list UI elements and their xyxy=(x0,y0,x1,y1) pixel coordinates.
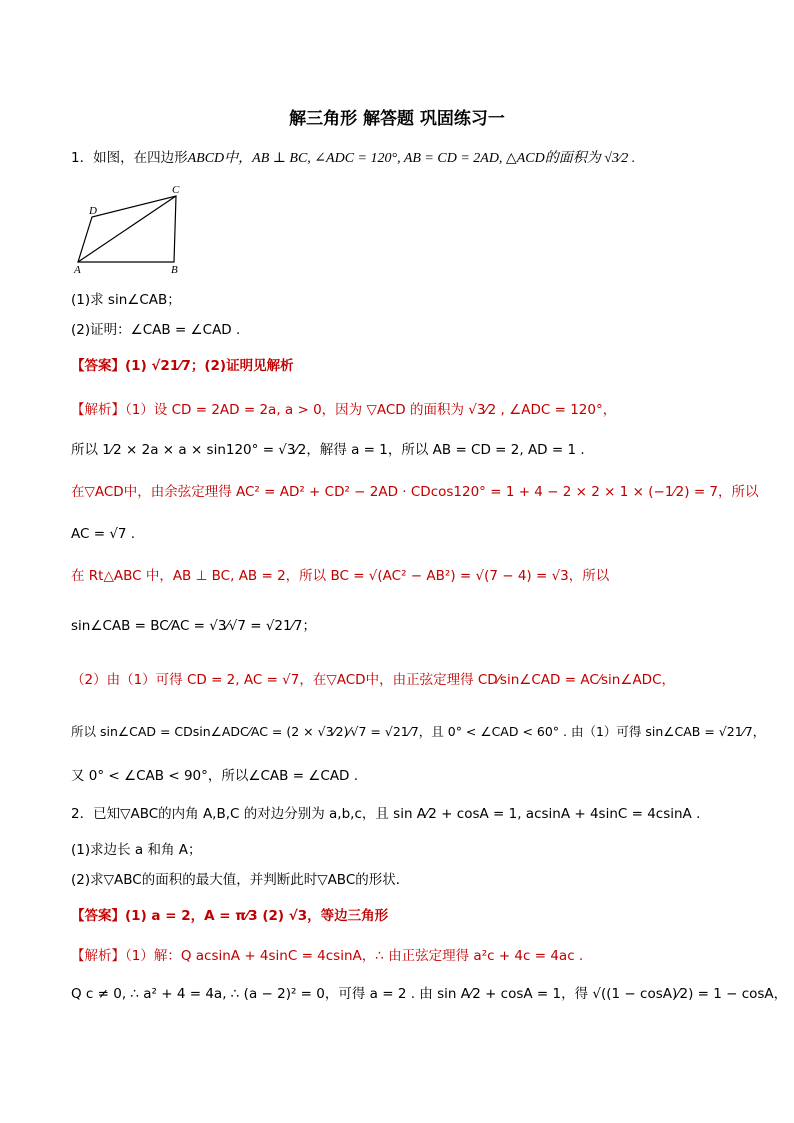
solution-line: sin∠CAB = BC⁄AC = √3⁄√7 = √21⁄7； xyxy=(71,618,316,634)
solution-line: 所以 1⁄2 × 2a × a × sin120° = √3⁄2，解得 a = 1，所以 AB = CD = 2, AD = 1 . xyxy=(71,442,585,458)
question-1-answer: 【答案】(1) √21⁄7；(2)证明见解析 xyxy=(71,358,294,374)
quadrilateral-figure xyxy=(68,182,188,277)
vertex-label-b: B xyxy=(171,264,178,276)
question-2-answer: 【答案】(1) a = 2，A = π⁄3 (2) √3，等边三角形 xyxy=(71,908,389,924)
solution-line: 在▽ACD中，由余弦定理得 AC² = AD² + CD² − 2AD · CDcos120° = 1 + 4 − 2 × 2 × 1 × (−1⁄2) = 7，所以 xyxy=(71,484,759,500)
solution-line: （2）由（1）可得 CD = 2, AC = √7，在▽ACD中，由正弦定理得 CD⁄sin∠CAD = AC⁄sin∠ADC， xyxy=(71,672,676,688)
page-title: 解三角形 解答题 巩固练习一 xyxy=(289,109,505,129)
question-1-part-2: (2)证明：∠CAB = ∠CAD . xyxy=(71,322,241,338)
solution-line: 在 Rt△ABC 中，AB ⊥ BC, AB = 2，所以 BC = √(AC² − AB²) = √(7 − 4) = √3，所以 xyxy=(71,568,610,584)
question-1-stem: 1．如图，在四边形ABCD中，AB ⊥ BC, ∠ADC = 120°, AB = CD = 2AD, △ACD的面积为 √3⁄2 . xyxy=(71,150,636,166)
vertex-label-c: C xyxy=(172,184,180,196)
solution-line: 【解析】（1）解：Q acsinA + 4sinC = 4csinA，∴ 由正弦定理得 a²c + 4c = 4ac . xyxy=(71,948,584,964)
solution-line: 又 0° < ∠CAB < 90°，所以∠CAB = ∠CAD . xyxy=(71,768,359,784)
solution-line: 所以 sin∠CAD = CDsin∠ADC⁄AC = (2 × √3⁄2)⁄√7 = √21⁄7，且 0° < ∠CAD < 60° . 由（1）可得 sin∠CAB = √21⁄7， xyxy=(71,724,766,739)
question-2-part-2: (2)求▽ABC的面积的最大值，并判断此时▽ABC的形状． xyxy=(71,872,410,888)
question-2-part-1: (1)求边长 a 和角 A； xyxy=(71,842,202,858)
solution-line: Q c ≠ 0, ∴ a² + 4 = 4a, ∴ (a − 2)² = 0，可得 a = 2 . 由 sin A⁄2 + cosA = 1，得 √((1 − cosA)⁄2) = 1 − cosA， xyxy=(71,986,788,1002)
solution-line: AC = √7 . xyxy=(71,526,136,542)
question-1-part-1: (1)求 sin∠CAB； xyxy=(71,292,181,308)
vertex-label-d: D xyxy=(89,205,97,217)
question-2-stem: 2．已知▽ABC的内角 A,B,C 的对边分别为 a,b,c，且 sin A⁄2 + cosA = 1, acsinA + 4sinC = 4csinA . xyxy=(71,806,701,822)
solution-line: 【解析】（1）设 CD = 2AD = 2a, a > 0，因为 ▽ACD 的面积为 √3⁄2 , ∠ADC = 120°， xyxy=(71,402,617,418)
vertex-label-a: A xyxy=(74,264,81,276)
